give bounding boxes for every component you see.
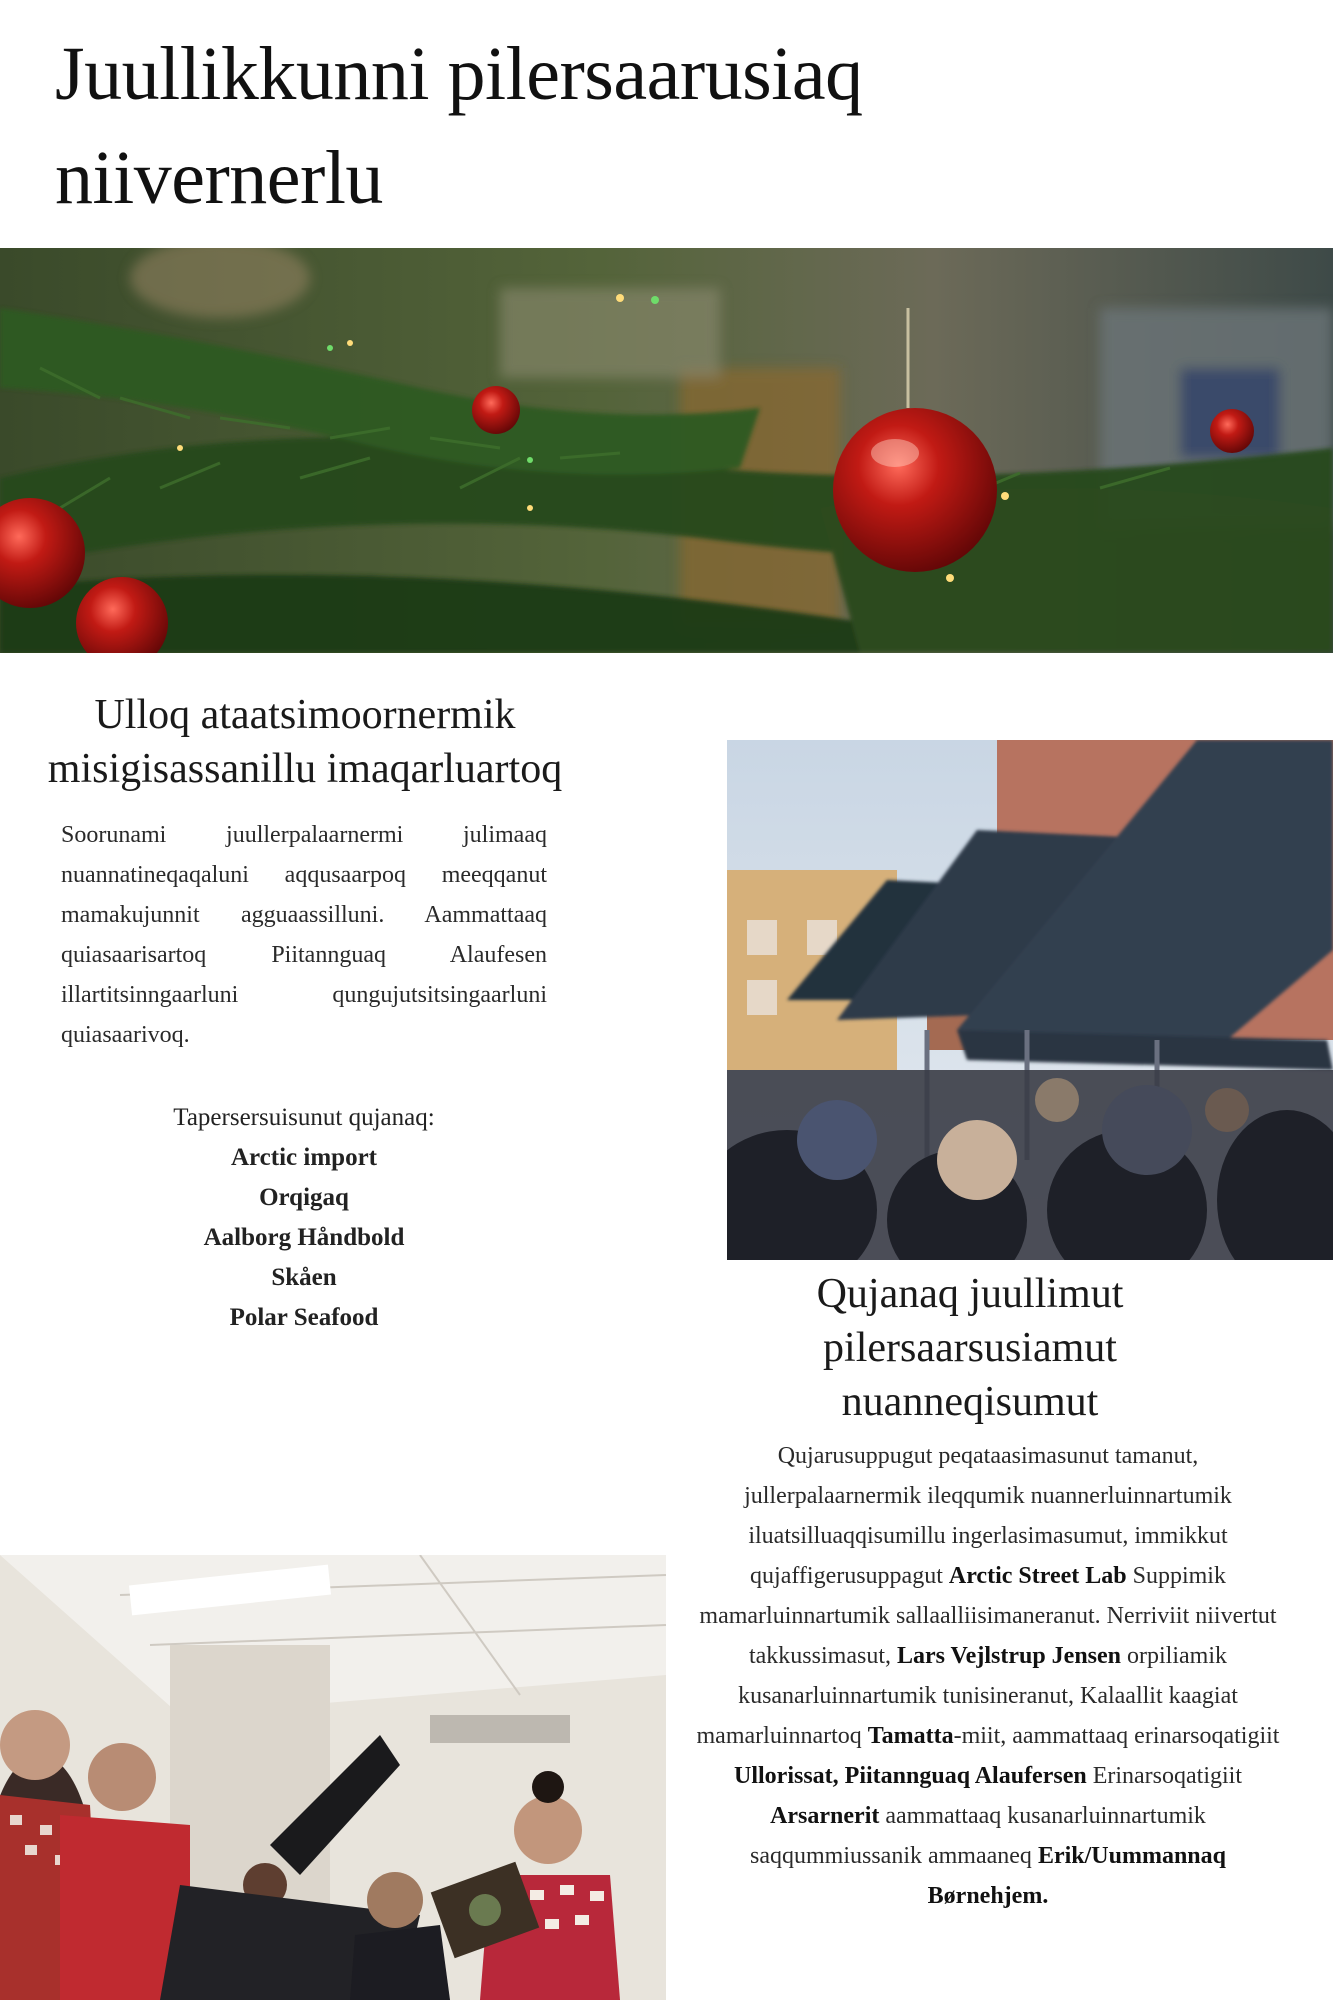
highlight-name: Arctic Street Lab [948,1563,1127,1589]
highlight-name: Tamatta [867,1723,954,1749]
christmas-tree-photo [0,248,1333,653]
sponsor-intro: Tapersersuisunut qujanaq: [173,1104,435,1131]
sponsor-list [60,1098,548,1338]
sponsor-name: Polar Seafood [229,1304,379,1331]
highlight-name: Erik/Uummannaq Børnehjem. [927,1843,1226,1909]
thanks-paragraph: Qujarusuppugut peqataasimasunut tamanut, jullerpalaarnermik ileqqumik nuannerluinnartumik iluatsilluaqqisumillu ingerlasimasumut, immikkut qujaffigerusuppagut Arctic Street Lab Suppimik mamarluinnartumik sallaalliisimaneranut. Nerriviit niivertut takkussimasut, Lars Vejlstrup Jensen orpiliamik kusanarluinnartumik tunisineranut, Kalaallit kaagiat mamarluinnartoq Tamatta-miit, aammattaaq erinarsoqatigiit Ullorissat, Piitannguaq Alaufersen Erinarsoqatigiit Arsarnerit aammattaaq kusanarluinnartumik saqqummiussanik ammaaneq Erik/Uummannaq Børnehjem. [696,1443,1280,1909]
highlight-name: Lars Vejlstrup Jensen [896,1643,1122,1669]
market-tents-photo [727,740,1333,1260]
sponsor-name: Orqigaq [259,1184,349,1211]
sponsor-name: Aalborg Håndbold [203,1224,405,1251]
sponsor-name: Skåen [271,1264,337,1291]
highlight-name: Ullorissat, Piitannguaq Alaufersen [734,1763,1087,1789]
sponsor-name: Arctic import [230,1144,377,1171]
event-description: Soorunami juullerpalaarnermi julimaaq nuannatineqaqaluni aqqusaarpoq meeqqanut mamakujunnit agguaassilluni. Aammattaaq quiasaarisartoq Piitannguaq Alaufesen illartitsinngaarluni qungujutsitsingaarluni quiasaarivoq. [61,822,547,1048]
section-heading-left: Ulloq ataatsimoornermik misigisassanillu imaqarluartoq [47,692,563,792]
highlight-name: Arsarnerit [770,1803,880,1829]
page-title: Juullikkunni pilersaarusiaq niivernerlu [55,32,863,220]
choir-photo [0,1555,666,2000]
section-heading-right: Qujanaq juullimut pilersaarsusiamut nuanneqisumut [816,1271,1124,1425]
